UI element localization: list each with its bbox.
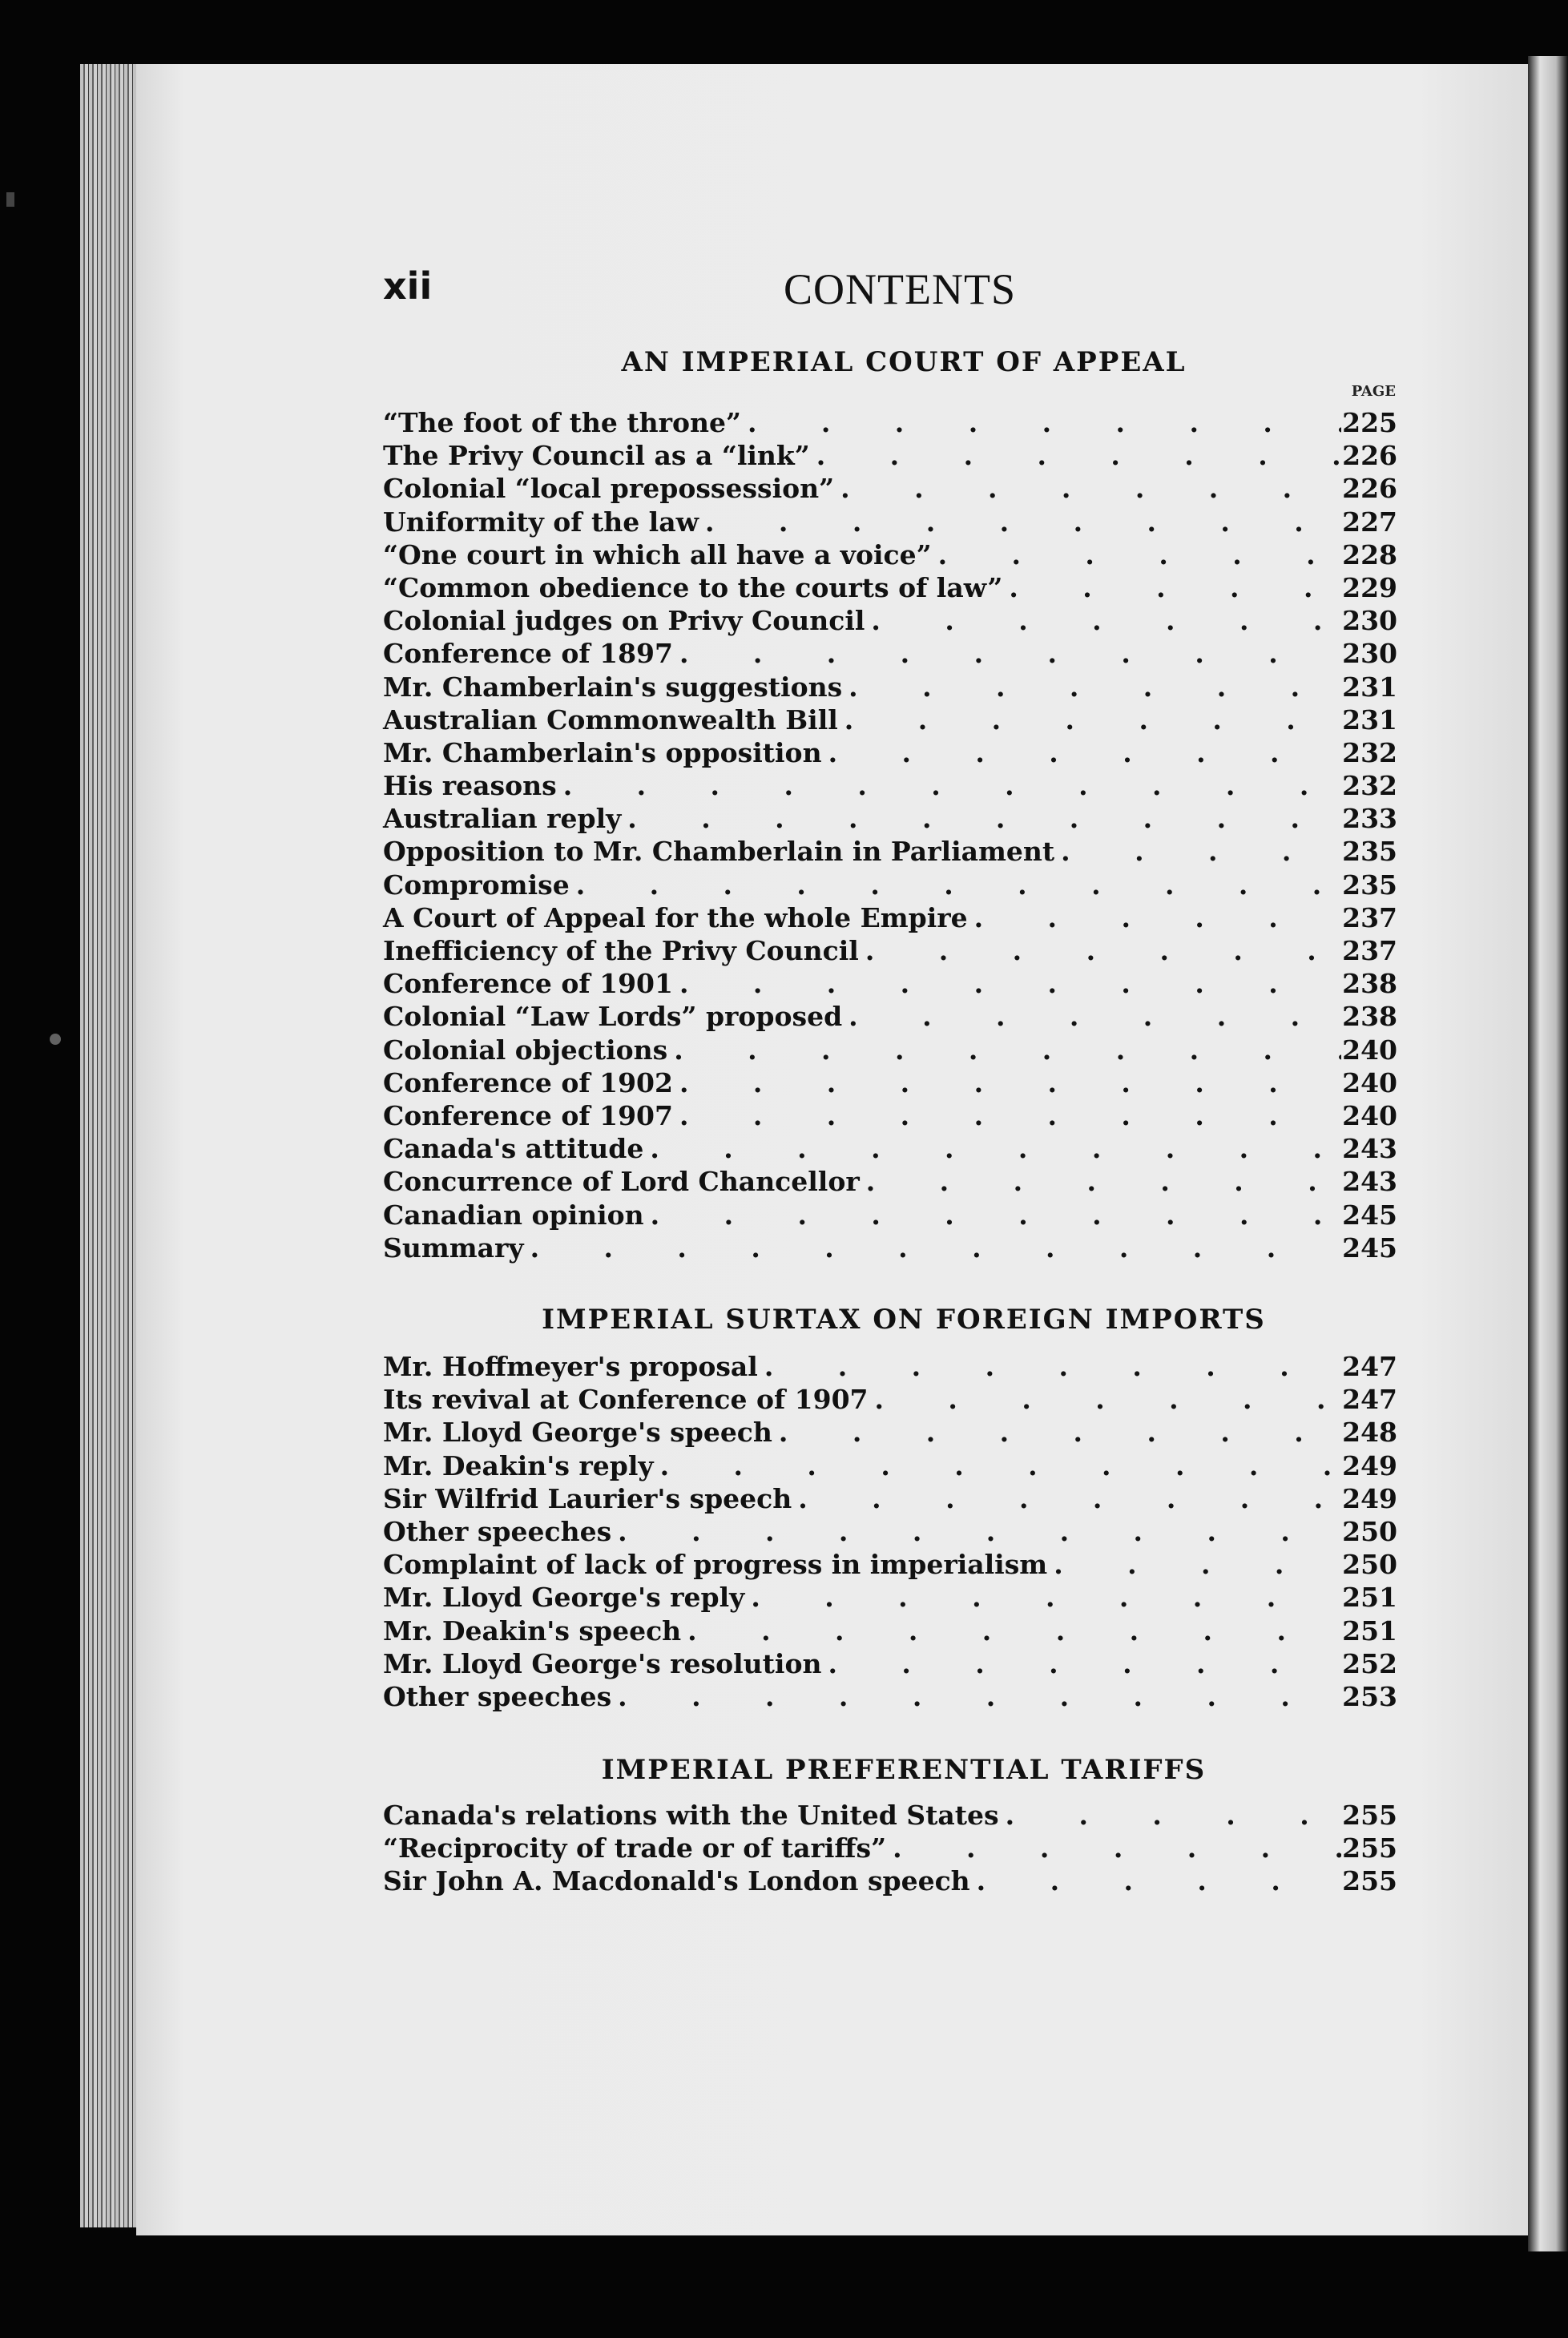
contents-entry xyxy=(383,1648,1397,1681)
entry-page: 250 xyxy=(1342,1549,1397,1581)
dot-leader xyxy=(751,1582,1341,1613)
entry-page: 235 xyxy=(1342,869,1397,901)
dot-leader xyxy=(938,539,1341,570)
dot-leader xyxy=(627,803,1341,834)
dot-leader xyxy=(828,1648,1341,1679)
contents-list-preferential-tariffs xyxy=(383,1800,1397,1899)
entry-title: Canada's attitude xyxy=(383,1133,644,1165)
section-heading-preferential-tariffs: IMPERIAL PREFERENTIAL TARIFFS xyxy=(601,1754,1207,1786)
entry-title: Complaint of lack of progress in imperialism xyxy=(383,1549,1048,1581)
entry-title: Mr. Deakin's reply xyxy=(383,1449,654,1481)
entry-page: 250 xyxy=(1342,1515,1397,1547)
dot-leader xyxy=(1054,1549,1341,1580)
contents-entry xyxy=(383,1001,1397,1034)
entry-page: 232 xyxy=(1342,770,1397,802)
entry-title: Colonial “Law Lords” proposed xyxy=(383,1001,843,1033)
entry-title: A Court of Appeal for the whole Empire xyxy=(383,901,968,933)
contents-entry xyxy=(383,737,1397,770)
entry-page: 233 xyxy=(1342,803,1397,835)
entry-page: 255 xyxy=(1342,1800,1397,1831)
entry-page: 243 xyxy=(1342,1133,1397,1165)
contents-entry xyxy=(383,1417,1397,1449)
dot-leader xyxy=(576,869,1341,901)
contents-list-court-of-appeal xyxy=(383,407,1397,1265)
contents-entry xyxy=(383,407,1397,440)
contents-entry xyxy=(383,869,1397,902)
dot-leader xyxy=(764,1351,1341,1382)
entry-page: 230 xyxy=(1342,605,1397,637)
entry-title: His reasons xyxy=(383,770,557,802)
entry-page: 225 xyxy=(1342,407,1397,438)
dot-leader xyxy=(679,638,1341,669)
entry-page: 226 xyxy=(1342,440,1397,472)
contents-entry xyxy=(383,1800,1397,1832)
entry-page: 240 xyxy=(1342,1034,1397,1066)
contents-entry xyxy=(383,1199,1397,1232)
dot-leader xyxy=(660,1450,1341,1481)
book-binding-edge xyxy=(1528,56,1568,2251)
entry-page: 245 xyxy=(1342,1199,1397,1231)
entry-page: 252 xyxy=(1342,1647,1397,1679)
entry-title: Uniformity of the law xyxy=(383,506,699,538)
dot-leader xyxy=(893,1832,1341,1864)
dot-leader xyxy=(871,605,1341,636)
entry-title: Canada's relations with the United States xyxy=(383,1800,999,1831)
dot-leader xyxy=(563,770,1341,801)
entry-title: Mr. Chamberlain's opposition xyxy=(383,736,822,768)
entry-title: Concurrence of Lord Chancellor xyxy=(383,1166,860,1198)
running-title: CONTENTS xyxy=(784,265,1016,313)
dot-leader xyxy=(1009,572,1341,603)
entry-title: The Privy Council as a “link” xyxy=(383,440,810,472)
contents-entry xyxy=(383,506,1397,539)
entry-page: 226 xyxy=(1342,473,1397,505)
entry-page: 228 xyxy=(1342,538,1397,570)
contents-list-surtax xyxy=(383,1351,1397,1714)
contents-entry xyxy=(383,1133,1397,1166)
entry-page: 237 xyxy=(1342,935,1397,966)
entry-title: Summary xyxy=(383,1231,524,1264)
contents-entry xyxy=(383,1483,1397,1516)
dot-leader xyxy=(866,1166,1341,1197)
entry-title: “Common obedience to the courts of law” xyxy=(383,571,1003,603)
contents-entry xyxy=(383,1549,1397,1582)
entry-page: 238 xyxy=(1342,1001,1397,1033)
contents-entry xyxy=(383,638,1397,671)
contents-entry xyxy=(383,1516,1397,1549)
contents-entry xyxy=(383,902,1397,935)
contents-entry xyxy=(383,1100,1397,1133)
entry-page: 231 xyxy=(1342,703,1397,736)
entry-page: 238 xyxy=(1342,968,1397,1000)
contents-entry xyxy=(383,1166,1397,1199)
entry-title: Conference of 1902 xyxy=(383,1066,673,1098)
contents-entry xyxy=(383,836,1397,869)
entry-page: 248 xyxy=(1342,1417,1397,1449)
entry-title: Conference of 1901 xyxy=(383,968,673,1000)
contents-entry xyxy=(383,1034,1397,1067)
entry-title: “Reciprocity of trade or of tariffs” xyxy=(383,1832,887,1864)
dot-leader xyxy=(618,1516,1341,1547)
dot-leader xyxy=(650,1133,1341,1164)
entry-title: Mr. Chamberlain's suggestions xyxy=(383,671,843,703)
contents-entry xyxy=(383,1832,1397,1865)
page-column-label: PAGE xyxy=(1351,383,1396,400)
contents-entry xyxy=(383,1450,1397,1483)
contents-entry xyxy=(383,770,1397,803)
entry-page: 247 xyxy=(1342,1384,1397,1416)
entry-title: Colonial judges on Privy Council xyxy=(383,605,865,637)
entry-title: Other speeches xyxy=(383,1515,612,1547)
dot-leader xyxy=(679,968,1341,999)
entry-title: Its revival at Conference of 1907 xyxy=(383,1384,869,1416)
dot-leader xyxy=(687,1615,1341,1647)
entry-page: 227 xyxy=(1342,506,1397,538)
dot-leader xyxy=(844,704,1341,736)
dot-leader xyxy=(679,1100,1341,1131)
dot-leader xyxy=(674,1034,1341,1066)
dot-leader xyxy=(651,1199,1341,1231)
dot-leader xyxy=(840,473,1341,504)
scan-artifact xyxy=(50,1034,61,1045)
entry-title: Sir John A. Macdonald's London speech xyxy=(383,1865,970,1897)
entry-page: 240 xyxy=(1342,1066,1397,1098)
contents-entry xyxy=(383,704,1397,737)
dot-leader xyxy=(1061,836,1341,867)
entry-title: Mr. Lloyd George's resolution xyxy=(383,1647,822,1679)
contents-entry xyxy=(383,1067,1397,1100)
contents-entry xyxy=(383,440,1397,473)
dot-leader xyxy=(816,440,1341,471)
contents-entry xyxy=(383,539,1397,572)
contents-entry xyxy=(383,671,1397,704)
dot-leader xyxy=(848,671,1341,703)
entry-page: 230 xyxy=(1342,638,1397,670)
entry-page: 249 xyxy=(1342,1482,1397,1514)
dot-leader xyxy=(779,1417,1341,1448)
entry-page: 245 xyxy=(1342,1231,1397,1264)
entry-page: 229 xyxy=(1342,571,1397,603)
entry-title: Inefficiency of the Privy Council xyxy=(383,935,859,966)
entry-title: Colonial “local prepossession” xyxy=(383,473,835,505)
dot-leader xyxy=(705,506,1341,538)
entry-title: Canadian opinion xyxy=(383,1199,644,1231)
entry-title: Colonial objections xyxy=(383,1034,668,1066)
entry-title: Conference of 1907 xyxy=(383,1099,673,1131)
dot-leader xyxy=(679,1067,1341,1098)
entry-title: Conference of 1897 xyxy=(383,638,673,670)
entry-title: Australian reply xyxy=(383,803,622,835)
page-folio: xii xyxy=(383,264,433,308)
entry-title: Other speeches xyxy=(383,1680,612,1712)
entry-page: 253 xyxy=(1342,1680,1397,1712)
dot-leader xyxy=(848,1001,1341,1032)
contents-entry xyxy=(383,473,1397,506)
entry-page: 235 xyxy=(1342,836,1397,868)
dot-leader xyxy=(875,1384,1342,1415)
contents-entry xyxy=(383,1615,1397,1648)
dot-leader xyxy=(1006,1800,1341,1831)
dot-leader xyxy=(828,737,1341,768)
entry-page: 237 xyxy=(1342,901,1397,933)
scan-artifact xyxy=(6,192,14,207)
contents-entry xyxy=(383,1384,1397,1417)
entry-page: 249 xyxy=(1342,1449,1397,1481)
entry-page: 231 xyxy=(1342,671,1397,703)
entry-title: Sir Wilfrid Laurier's speech xyxy=(383,1482,792,1514)
contents-entry xyxy=(383,968,1397,1001)
entry-title: Compromise xyxy=(383,869,570,901)
contents-entry xyxy=(383,572,1397,605)
entry-title: Australian Commonwealth Bill xyxy=(383,703,838,736)
entry-title: “One court in which all have a voice” xyxy=(383,538,932,570)
entry-page: 240 xyxy=(1342,1099,1397,1131)
entry-page: 232 xyxy=(1342,736,1397,768)
dot-leader xyxy=(974,902,1341,933)
dot-leader xyxy=(618,1681,1341,1712)
entry-title: Mr. Deakin's speech xyxy=(383,1614,682,1647)
page-header xyxy=(383,264,1401,320)
dot-leader xyxy=(748,407,1341,438)
contents-entry xyxy=(383,935,1397,968)
entry-page: 251 xyxy=(1342,1614,1397,1647)
entry-title: Opposition to Mr. Chamberlain in Parliament xyxy=(383,836,1055,868)
dot-leader xyxy=(865,935,1341,966)
contents-entry xyxy=(383,1582,1397,1614)
contents-entry xyxy=(383,1351,1397,1384)
entry-title: Mr. Hoffmeyer's proposal xyxy=(383,1351,758,1382)
entry-page: 251 xyxy=(1342,1582,1397,1614)
dot-leader xyxy=(798,1483,1341,1514)
contents-entry xyxy=(383,1865,1397,1898)
section-heading-surtax: IMPERIAL SURTAX ON FOREIGN IMPORTS xyxy=(542,1304,1266,1336)
entry-title: Mr. Lloyd George's speech xyxy=(383,1417,772,1449)
contents-entry xyxy=(383,1232,1397,1265)
entry-page: 243 xyxy=(1342,1166,1397,1198)
entry-page: 247 xyxy=(1342,1351,1397,1382)
dot-leader xyxy=(977,1865,1341,1897)
entry-page: 255 xyxy=(1342,1832,1397,1864)
section-heading-court-of-appeal: AN IMPERIAL COURT OF APPEAL xyxy=(621,346,1187,378)
dot-leader xyxy=(530,1232,1341,1264)
entry-title: Mr. Lloyd George's reply xyxy=(383,1582,745,1614)
contents-entry xyxy=(383,605,1397,638)
contents-entry xyxy=(383,803,1397,836)
entry-page: 255 xyxy=(1342,1865,1397,1897)
contents-entry xyxy=(383,1681,1397,1714)
entry-title: “The foot of the throne” xyxy=(383,407,741,438)
